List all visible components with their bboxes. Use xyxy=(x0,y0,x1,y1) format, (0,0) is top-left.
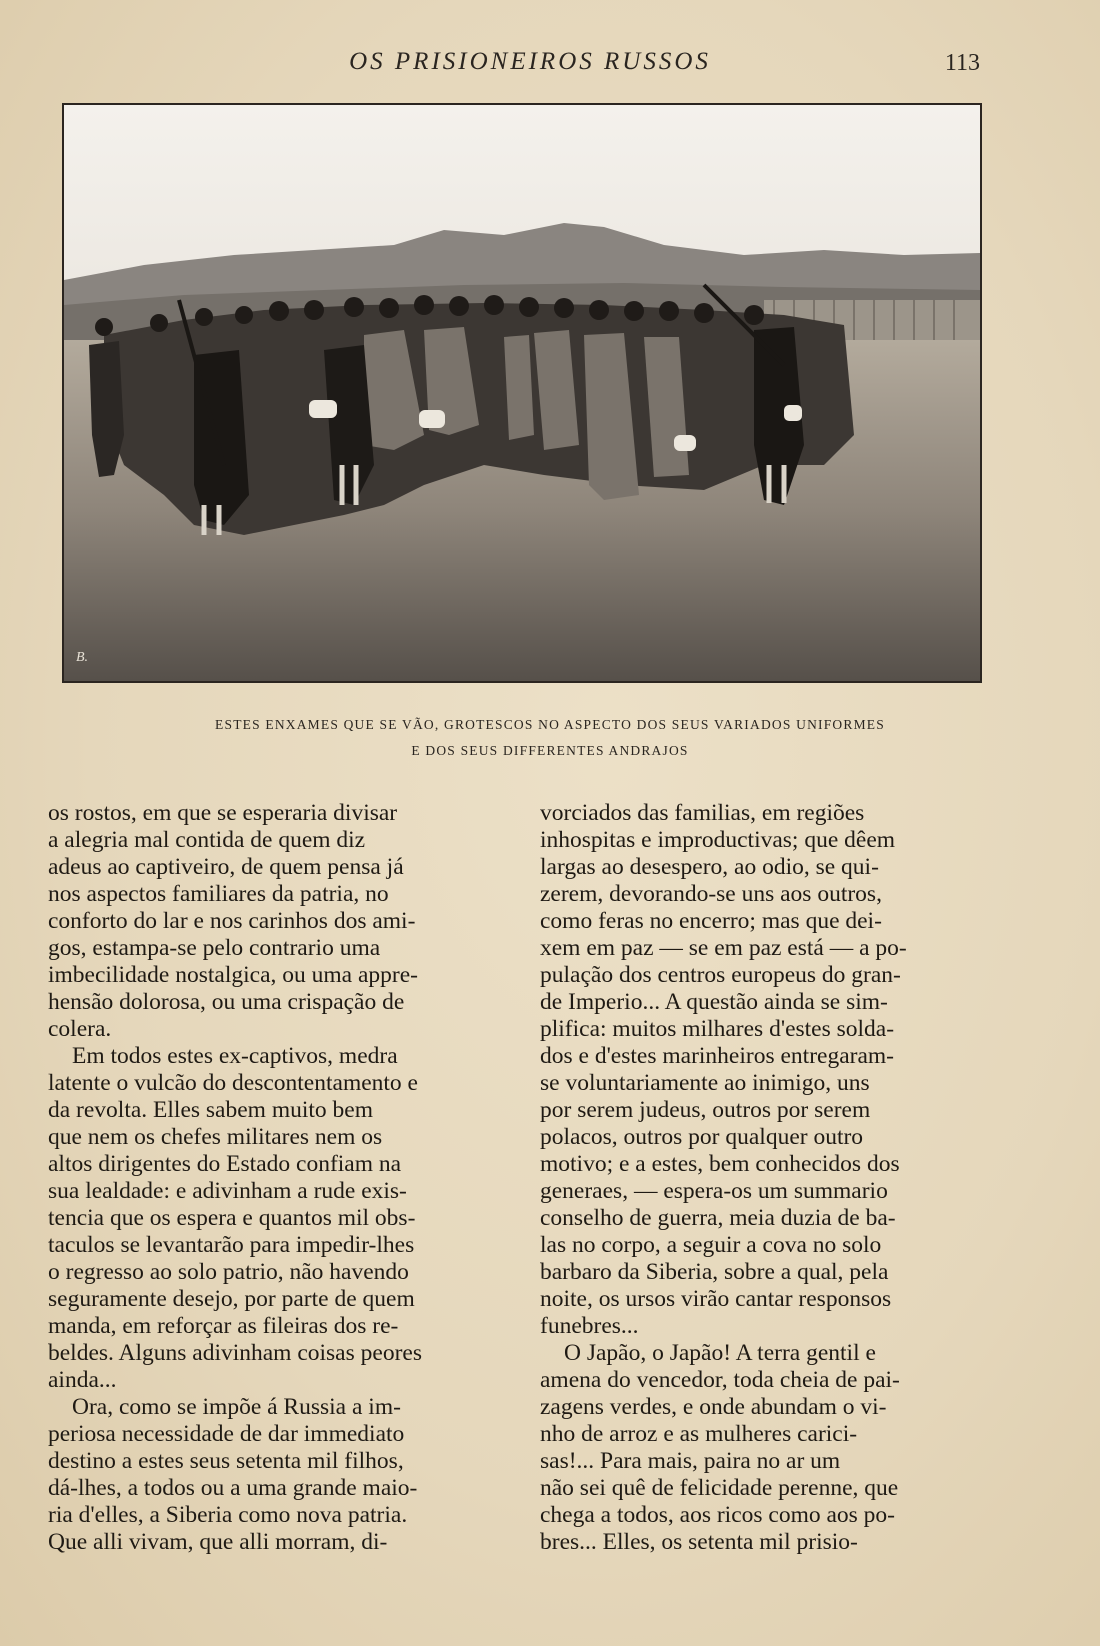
text-line: altos dirigentes do Estado confiam na xyxy=(48,1151,402,1177)
text-line: barbaro da Siberia, sobre a qual, pela xyxy=(540,1259,889,1285)
photograph xyxy=(62,103,982,683)
page-number: 113 xyxy=(944,50,980,76)
text-line: dá-lhes, a todos ou a uma grande maio- xyxy=(48,1475,418,1501)
page-header xyxy=(0,48,1100,88)
text-line: generaes, — espera-os um summario xyxy=(540,1178,888,1204)
text-line: plifica: muitos milhares d'estes solda- xyxy=(540,1016,895,1042)
text-line: periosa necessidade de dar immediato xyxy=(48,1421,405,1447)
text-line: amena do vencedor, toda cheia de pai- xyxy=(540,1367,900,1393)
text-line: nho de arroz e as mulheres carici- xyxy=(540,1421,858,1447)
caption-line: ESTES ENXAMES QUE SE VÃO, GROTESCOS NO ASPECTO DOS SEUS VARIADOS UNIFORMES xyxy=(215,717,885,732)
text-line: por serem judeus, outros por serem xyxy=(540,1097,871,1123)
text-line: destino a estes seus setenta mil filhos, xyxy=(48,1448,404,1474)
text-line: tencia que os espera e quantos mil obs- xyxy=(48,1205,416,1231)
text-line: como feras no encerro; mas que dei- xyxy=(540,908,882,934)
text-line: taculos se levantarão para impedir-lhes xyxy=(48,1232,415,1258)
text-line: imbecilidade nostalgica, ou uma appre- xyxy=(48,962,418,988)
text-line: conforto do lar e nos carinhos dos ami- xyxy=(48,908,416,934)
text-line: chega a todos, aos ricos como aos po- xyxy=(540,1502,896,1528)
text-line: polacos, outros por qualquer outro xyxy=(540,1124,864,1150)
photographer-mark: B. xyxy=(76,650,89,665)
text-line: inhospitas e improductivas; que dêem xyxy=(540,827,896,853)
text-line: noite, os ursos virão cantar responsos xyxy=(540,1286,892,1312)
text-line: dos e d'estes marinheiros entregaram- xyxy=(540,1043,894,1069)
text-line: latente o vulcão do descontentamento e xyxy=(48,1070,418,1096)
text-line: bres... Elles, os setenta mil prisio- xyxy=(540,1529,858,1555)
right-column xyxy=(540,800,992,1556)
photo-caption xyxy=(80,712,1020,764)
text-line: vorciados das familias, em regiões xyxy=(540,800,865,826)
text-line: pulação dos centros europeus do gran- xyxy=(540,962,901,988)
text-line: conselho de guerra, meia duzia de ba- xyxy=(540,1205,896,1231)
text-line: Em todos estes ex-captivos, medra xyxy=(72,1043,398,1069)
running-title: OS PRISIONEIROS RUSSOS xyxy=(349,48,711,75)
text-line: beldes. Alguns adivinham coisas peores xyxy=(48,1340,422,1366)
text-line: seguramente desejo, por parte de quem xyxy=(48,1286,415,1312)
text-line: hensão dolorosa, ou uma crispação de xyxy=(48,989,405,1015)
text-line: zagens verdes, e onde abundam o vi- xyxy=(540,1394,887,1420)
text-line: largas ao desespero, ao odio, se qui- xyxy=(540,854,879,880)
text-line: manda, em reforçar as fileiras dos re- xyxy=(48,1313,399,1339)
text-line: não sei quê de felicidade perenne, que xyxy=(540,1475,899,1501)
text-line: ainda... xyxy=(48,1367,117,1393)
left-column xyxy=(48,800,498,1556)
text-line: colera. xyxy=(48,1016,112,1042)
text-line: Ora, como se impõe á Russia a im- xyxy=(72,1394,401,1420)
text-line: que nem os chefes militares nem os xyxy=(48,1124,383,1150)
text-line: O Japão, o Japão! A terra gentil e xyxy=(564,1340,876,1366)
text-line: adeus ao captiveiro, de quem pensa já xyxy=(48,854,404,880)
text-line: xem em paz — se em paz está — a po- xyxy=(540,935,907,961)
text-line: zerem, devorando-se uns aos outros, xyxy=(540,881,882,907)
text-line: os rostos, em que se esperaria divisar xyxy=(48,800,398,826)
text-line: gos, estampa-se pelo contrario uma xyxy=(48,935,381,961)
prisoners-photo-illustration xyxy=(64,105,980,681)
text-line: o regresso ao solo patrio, não havendo xyxy=(48,1259,409,1285)
text-line: de Imperio... A questão ainda se sim- xyxy=(540,989,888,1015)
text-line: motivo; e a estes, bem conhecidos dos xyxy=(540,1151,900,1177)
text-line: sua lealdade: e adivinham a rude exis- xyxy=(48,1178,407,1204)
text-line: da revolta. Elles sabem muito bem xyxy=(48,1097,373,1123)
caption-line: E DOS SEUS DIFFERENTES ANDRAJOS xyxy=(411,743,689,758)
text-line: las no corpo, a seguir a cova no solo xyxy=(540,1232,882,1258)
text-line: a alegria mal contida de quem diz xyxy=(48,827,366,853)
text-line: ria d'elles, a Siberia como nova patria. xyxy=(48,1502,408,1528)
text-line: Que alli vivam, que alli morram, di- xyxy=(48,1529,388,1555)
text-line: funebres... xyxy=(540,1313,639,1339)
text-line: nos aspectos familiares da patria, no xyxy=(48,881,389,907)
text-line: se voluntariamente ao inimigo, uns xyxy=(540,1070,870,1096)
text-line: sas!... Para mais, paira no ar um xyxy=(540,1448,841,1474)
